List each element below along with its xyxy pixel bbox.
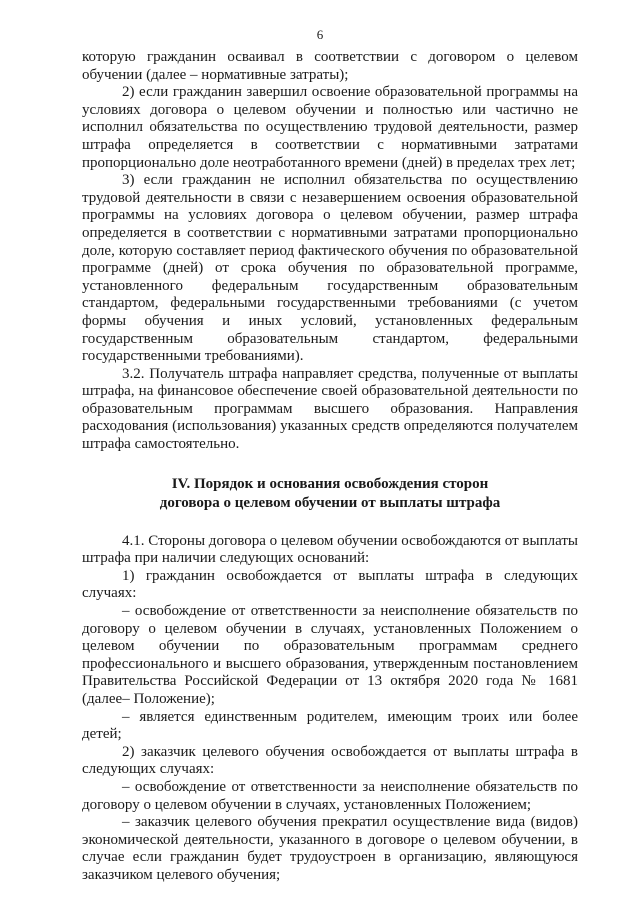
paragraph-item-2: 2) если гражданин завершил освоение образовательной программы на условиях договора о целевом обучении и полностью или частично не исполнил обязательства по осуществлению трудовой деятельности, размер штрафа определяется в соответствии с нормативными затратами пропорционально доле неотработанного времени (дней) в пределах трех лет; <box>82 84 578 171</box>
paragraph-customer-case-1: – освобождение от ответственности за неисполнение обязательств по договору о целевом обучении в случаях, установленных Положением; <box>82 778 578 813</box>
paragraph-customer-exempt: 2) заказчик целевого обучения освобождается от выплаты штрафа в следующих случаях: <box>82 743 578 778</box>
document-body <box>82 49 578 885</box>
section-heading <box>82 475 578 513</box>
page-number: 6 <box>316 27 324 42</box>
paragraph-citizen-case-1: – освобождение от ответственности за неисполнение обязательств по договору о целевом обучении в случаях, установленных Положением о целевом обучении по образовательным программам среднего профессионального и высшего образования, утвержденным постановлением Правительства Российской Федерации от 13 октября 2020 года № 1681 (далее– Положение); <box>82 603 578 707</box>
paragraph-citizen-exempt: 1) гражданин освобождается от выплаты штрафа в следующих случаях: <box>82 567 578 602</box>
paragraph-customer-case-2: – заказчик целевого обучения прекратил осуществление вида (видов) экономической деятельности, указанного в договоре о целевом обучении, в случае если гражданин будет трудоустроен в организацию, являющуюся заказчиком целевого обучения; <box>82 814 578 883</box>
paragraph-citizen-case-2: – является единственным родителем, имеющим троих или более детей; <box>82 708 578 743</box>
section-heading-line-2: договора о целевом обучении от выплаты штрафа <box>159 494 501 511</box>
paragraph-3-2: 3.2. Получатель штрафа направляет средства, полученные от выплаты штрафа, на финансовое обеспечение своей образовательной деятельности по образовательным программам высшего образования. Направления расходования (использования) указанных средств определяются получателем штрафа самостоятельно. <box>82 365 578 453</box>
paragraph-4-1: 4.1. Стороны договора о целевом обучении освобождаются от выплаты штрафа при наличии следующих оснований: <box>82 532 578 567</box>
paragraph-item-3: 3) если гражданин не исполнил обязательства по осуществлению трудовой деятельности в связи с незавершением освоения образовательной программы на условиях договора о целевом обучении, размер штрафа определяется в соответствии с нормативными затратами пропорционально доле, которую составляет период фактического обучения по образовательной программе (дней) от срока обучения по образовательной программе, установленного федеральным государственным образовательным стандартом, федеральными государственными требованиями (с учетом формы обучения и иных условий, установленных федеральным государственным образовательным стандартом, федеральными государственными требованиями). <box>82 172 578 365</box>
section-heading-line-1: IV. Порядок и основания освобождения сторон <box>171 475 489 492</box>
paragraph-normative-costs: которую гражданин осваивал в соответствии с договором о целевом обучении (далее – нормативные затраты); <box>82 49 578 83</box>
